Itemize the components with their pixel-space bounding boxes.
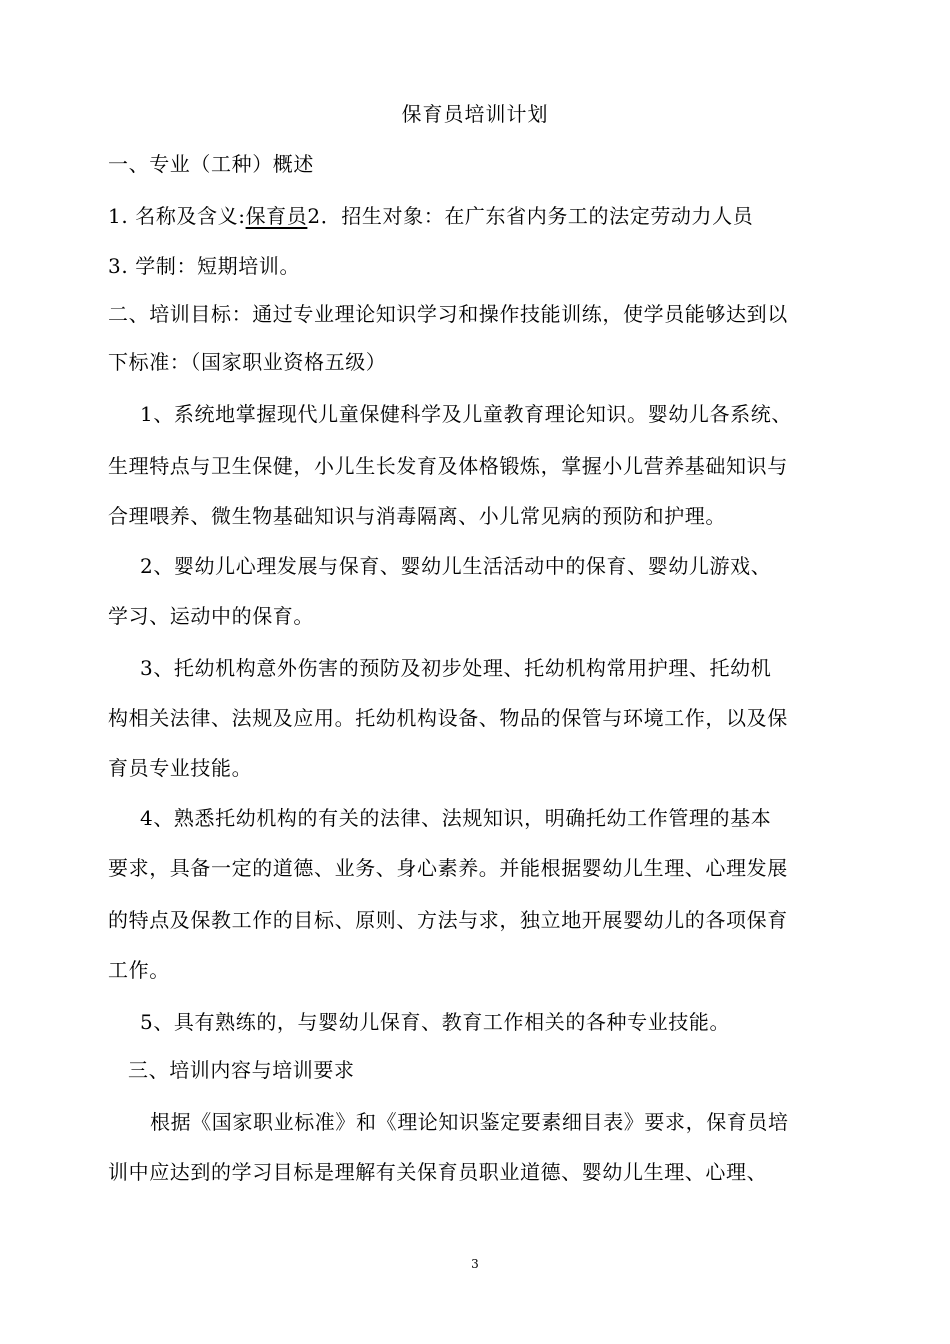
goal1-line3: 合理喂养、微生物基础知识与消毒隔离、小儿常见病的预防和护理。 <box>108 504 726 528</box>
section1-item1-line <box>108 200 753 232</box>
goal3-line1: 3、托幼机构意外伤害的预防及初步处理、托幼机构常用护理、托幼机 <box>140 656 772 680</box>
goal3-line2: 构相关法律、法规及应用。托幼机构设备、物品的保管与环境工作，以及保 <box>108 706 788 730</box>
goal2-line1: 2、婴幼儿心理发展与保育、婴幼儿生活活动中的保育、婴幼儿游戏、 <box>140 554 772 578</box>
item1-value: 保育员 <box>245 204 308 228</box>
section3-p1-line1: 根据《国家职业标准》和《理论知识鉴定要素细目表》要求，保育员培 <box>150 1110 789 1134</box>
goal4-line3: 的特点及保教工作的目标、原则、方法与求，独立地开展婴幼儿的各项保育 <box>108 908 788 932</box>
goal4-line1: 4、熟悉托幼机构的有关的法律、法规知识，明确托幼工作管理的基本 <box>140 806 772 830</box>
section2-line1: 二、培训目标：通过专业理论知识学习和操作技能训练，使学员能够达到以 <box>108 302 788 326</box>
goal5-line1: 5、具有熟练的，与婴幼儿保育、教育工作相关的各种专业技能。 <box>140 1010 731 1034</box>
section1-item3: 3. 学制：短期培训。 <box>108 254 301 278</box>
section3-p1-line2: 训中应达到的学习目标是理解有关保育员职业道德、婴幼儿生理、心理、 <box>108 1160 768 1184</box>
section3-heading: 三、培训内容与培训要求 <box>128 1058 355 1082</box>
goal3-line3: 育员专业技能。 <box>108 756 253 780</box>
goal1-line1: 1、系统地掌握现代儿童保健科学及儿童教育理论知识。婴幼儿各系统、 <box>140 402 792 426</box>
goal1-line2: 生理特点与卫生保健，小儿生长发育及体格锻炼，掌握小儿营养基础知识与 <box>108 454 788 478</box>
item2-text: 2．招生对象：在广东省内务工的法定劳动力人员 <box>307 204 754 228</box>
section1-heading: 一、专业（工种）概述 <box>108 152 314 176</box>
item1-prefix: 1. 名称及含义: <box>108 204 246 228</box>
goal2-line2: 学习、运动中的保育。 <box>108 604 314 628</box>
section2-line2: 下标准：（国家职业资格五级） <box>108 350 387 374</box>
page-number: 3 <box>471 1257 479 1271</box>
document-title: 保育员培训计划 <box>401 102 549 126</box>
goal4-line4: 工作。 <box>108 958 170 982</box>
goal4-line2: 要求，具备一定的道德、业务、身心素养。并能根据婴幼儿生理、心理发展 <box>108 856 788 880</box>
